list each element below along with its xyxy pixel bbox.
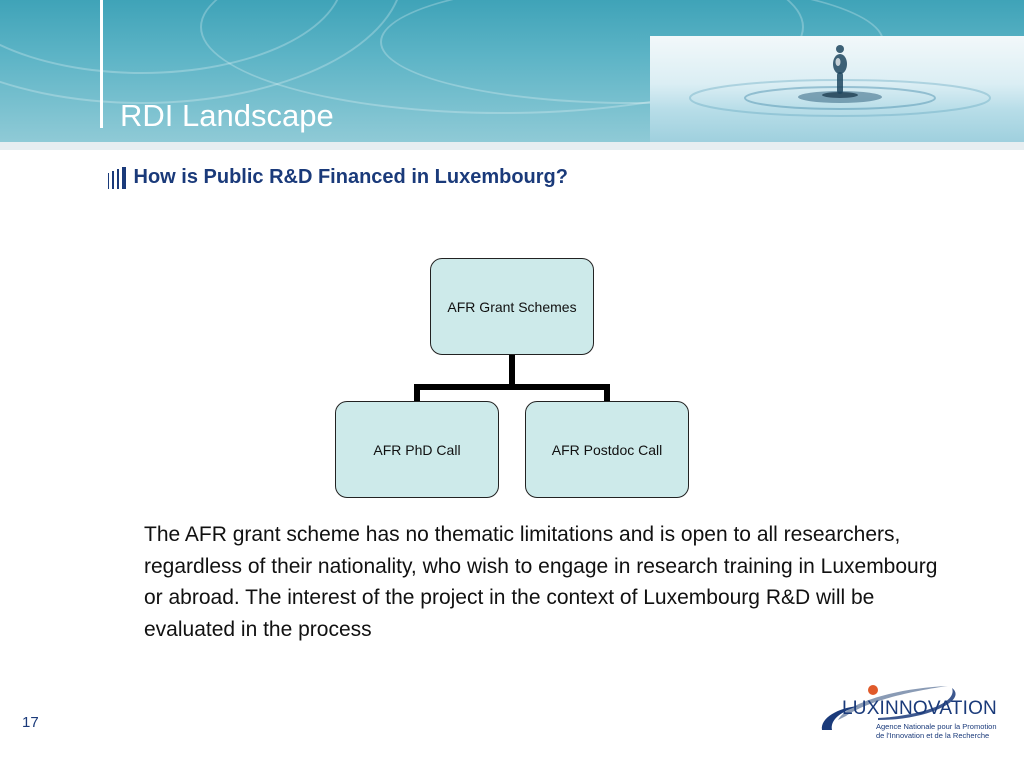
logo-tagline-line1: Agence Nationale pour la Promotion — [876, 722, 997, 731]
connector-horizontal — [414, 384, 610, 390]
slide-subtitle: How is Public R&D Financed in Luxembourg? — [133, 166, 568, 188]
luxinnovation-logo — [818, 682, 998, 742]
connector-root-stem — [509, 354, 515, 387]
node-afr-phd-call: AFR PhD Call — [335, 401, 499, 498]
logo-tagline-line2: de l'Innovation et de la Recherche — [876, 731, 990, 740]
logo-wordmark: LUXINNOVATION — [842, 698, 997, 719]
slide-title: RDI Landscape — [120, 98, 334, 133]
connector-left-drop — [414, 384, 420, 402]
connector-right-drop — [604, 384, 610, 402]
body-paragraph: The AFR grant scheme has no thematic limitations and is open to all researchers, regardless of their nationality, who wish to engage in research training in Luxembourg or abroad. The interest of the project in the context of Luxembourg R&D will be evaluated in the process — [144, 523, 938, 641]
node-afr-grant-schemes: AFR Grant Schemes — [430, 258, 594, 355]
page-number: 17 — [22, 714, 39, 731]
node-afr-postdoc-call: AFR Postdoc Call — [525, 401, 689, 498]
